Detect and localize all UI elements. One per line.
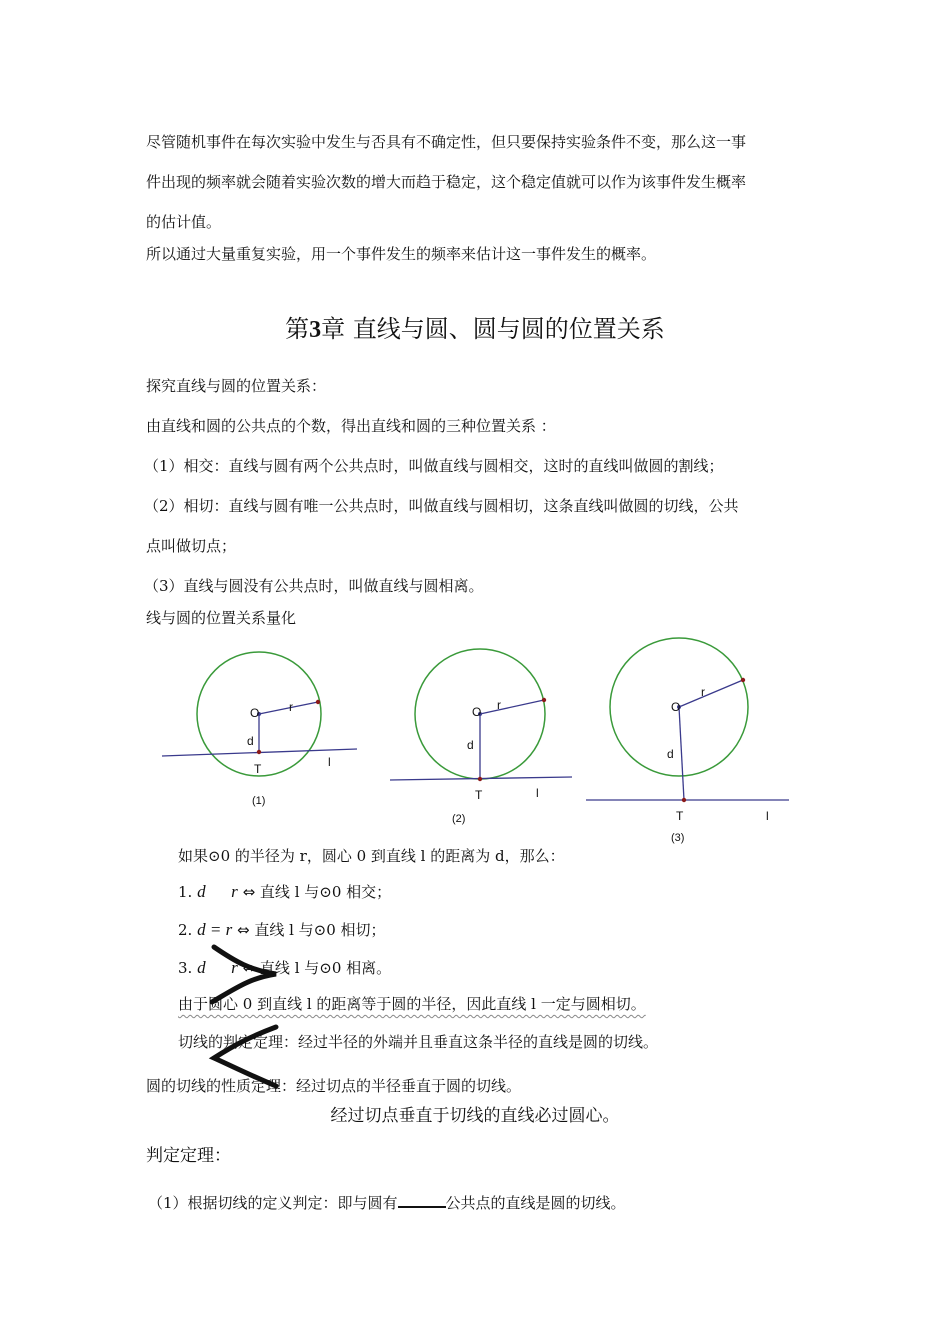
iff-symbol: ⇔ <box>242 883 256 901</box>
conditions-intro: 如果⊙0 的半径为 r，圆心 0 到直线 l 的距离为 d，那么： <box>178 847 565 865</box>
intro-line-4: 所以通过大量重复实验，用一个事件发生的频率来估计这一事件发生的概率。 <box>146 245 657 263</box>
condition-1-text: 直线 l 与⊙0 相交； <box>259 883 392 901</box>
fig3-caption: (3) <box>671 832 685 844</box>
fig3-radius-end-point <box>741 678 745 682</box>
fig1-label-l: l <box>328 755 331 769</box>
condition-3-number: 3. <box>178 959 193 977</box>
iff-symbol: ⇔ <box>236 921 250 939</box>
fig3-radius <box>679 680 743 707</box>
judge-item-1-pre: （1）根据切线的定义判定：即与圆有 <box>148 1194 398 1212</box>
judge-item-1 <box>148 1192 626 1213</box>
relation-item-3: （3）直线与圆没有公共点时，叫做直线与圆相离。 <box>144 577 484 595</box>
condition-2 <box>178 920 386 940</box>
condition-3 <box>178 958 391 978</box>
condition-2-number: 2. <box>178 921 193 939</box>
fig1-foot-point <box>257 750 261 754</box>
judge-item-1-post: 公共点的直线是圆的切线。 <box>445 1194 626 1212</box>
fig2-radius-end-point <box>542 698 546 702</box>
fig3-label-l: l <box>766 809 769 823</box>
condition-3-text: 直线 l 与⊙0 相离。 <box>259 959 392 977</box>
fig3-label-r: r <box>701 685 705 699</box>
condition-3-rhs: r <box>231 958 238 977</box>
fig2-label-o: O <box>472 705 482 719</box>
condition-1-lhs: d <box>197 882 206 901</box>
fig1-radius-end-point <box>316 700 320 704</box>
condition-3-lhs: d <box>197 958 206 977</box>
fig1-caption: (1) <box>252 795 266 807</box>
fig2-tangent-point <box>478 777 482 781</box>
intro-line-1: 尽管随机事件在每次实验中发生与否具有不确定性，但只要保持实验条件不变，那么这一事 <box>146 133 747 151</box>
condition-2-text: 直线 l 与⊙0 相切； <box>254 921 386 939</box>
condition-2-expr: d = r <box>197 920 233 939</box>
condition-1 <box>178 882 391 902</box>
fig1-label-r: r <box>289 700 293 714</box>
iff-symbol: ⇔ <box>242 959 256 977</box>
fig1-label-o: O <box>250 706 260 720</box>
tangent-corollary: 经过切点垂直于切线的直线必过圆心。 <box>330 1106 620 1126</box>
quantify-heading: 线与圆的位置关系量化 <box>146 609 297 627</box>
tangent-judge-theorem: 切线的判定定理：经过半径的外端并且垂直这条半径的直线是圆的切线。 <box>178 1033 659 1051</box>
fig2-label-d: d <box>467 738 474 752</box>
relation-item-2a: （2）相切：直线与圆有唯一公共点时，叫做直线与圆相切，这条直线叫做圆的切线，公共 <box>144 497 739 515</box>
condition-1-number: 1. <box>178 883 193 901</box>
relation-item-2b: 点叫做切点； <box>146 537 237 555</box>
fig2-label-l: l <box>536 786 539 800</box>
fig1-label-t: T <box>254 762 262 776</box>
fig1-label-d: d <box>247 734 254 748</box>
fig2-label-r: r <box>497 698 501 712</box>
explore-heading: 探究直线与圆的位置关系： <box>146 377 327 395</box>
fig3-label-t: T <box>676 809 684 823</box>
judge-heading: 判定定理： <box>146 1146 231 1166</box>
fig3-label-d: d <box>667 747 674 761</box>
relation-item-1: （1）相交：直线与圆有两个公共点时，叫做直线与圆相交，这时的直线叫做圆的割线； <box>144 457 724 475</box>
fig3-label-o: O <box>671 700 681 714</box>
chapter-prefix: 第 <box>285 315 310 343</box>
fig2-label-t: T <box>475 788 483 802</box>
condition-1-rhs: r <box>231 882 238 901</box>
chapter-number: 3 <box>309 317 322 343</box>
tangent-reason: 由于圆心 0 到直线 l 的距离等于圆的半径，因此直线 l 一定与圆相切。 <box>178 995 646 1013</box>
intro-line-2: 件出现的频率就会随着实验次数的增大而趋于稳定，这个稳定值就可以作为该事件发生概率 <box>146 173 747 191</box>
chapter-title-text: 章 直线与圆、圆与圆的位置关系 <box>321 315 665 343</box>
fill-in-blank[interactable] <box>398 1192 446 1208</box>
fig3-distance <box>679 707 684 800</box>
fig3-foot-point <box>682 798 686 802</box>
fig2-caption: (2) <box>452 813 466 825</box>
tangent-property-theorem: 圆的切线的性质定理：经过切点的半径垂直于圆的切线。 <box>146 1077 522 1095</box>
relation-intro: 由直线和圆的公共点的个数，得出直线和圆的三种位置关系 ： <box>146 417 556 435</box>
intro-line-3: 的估计值。 <box>146 213 222 231</box>
fig2-radius <box>480 700 544 714</box>
